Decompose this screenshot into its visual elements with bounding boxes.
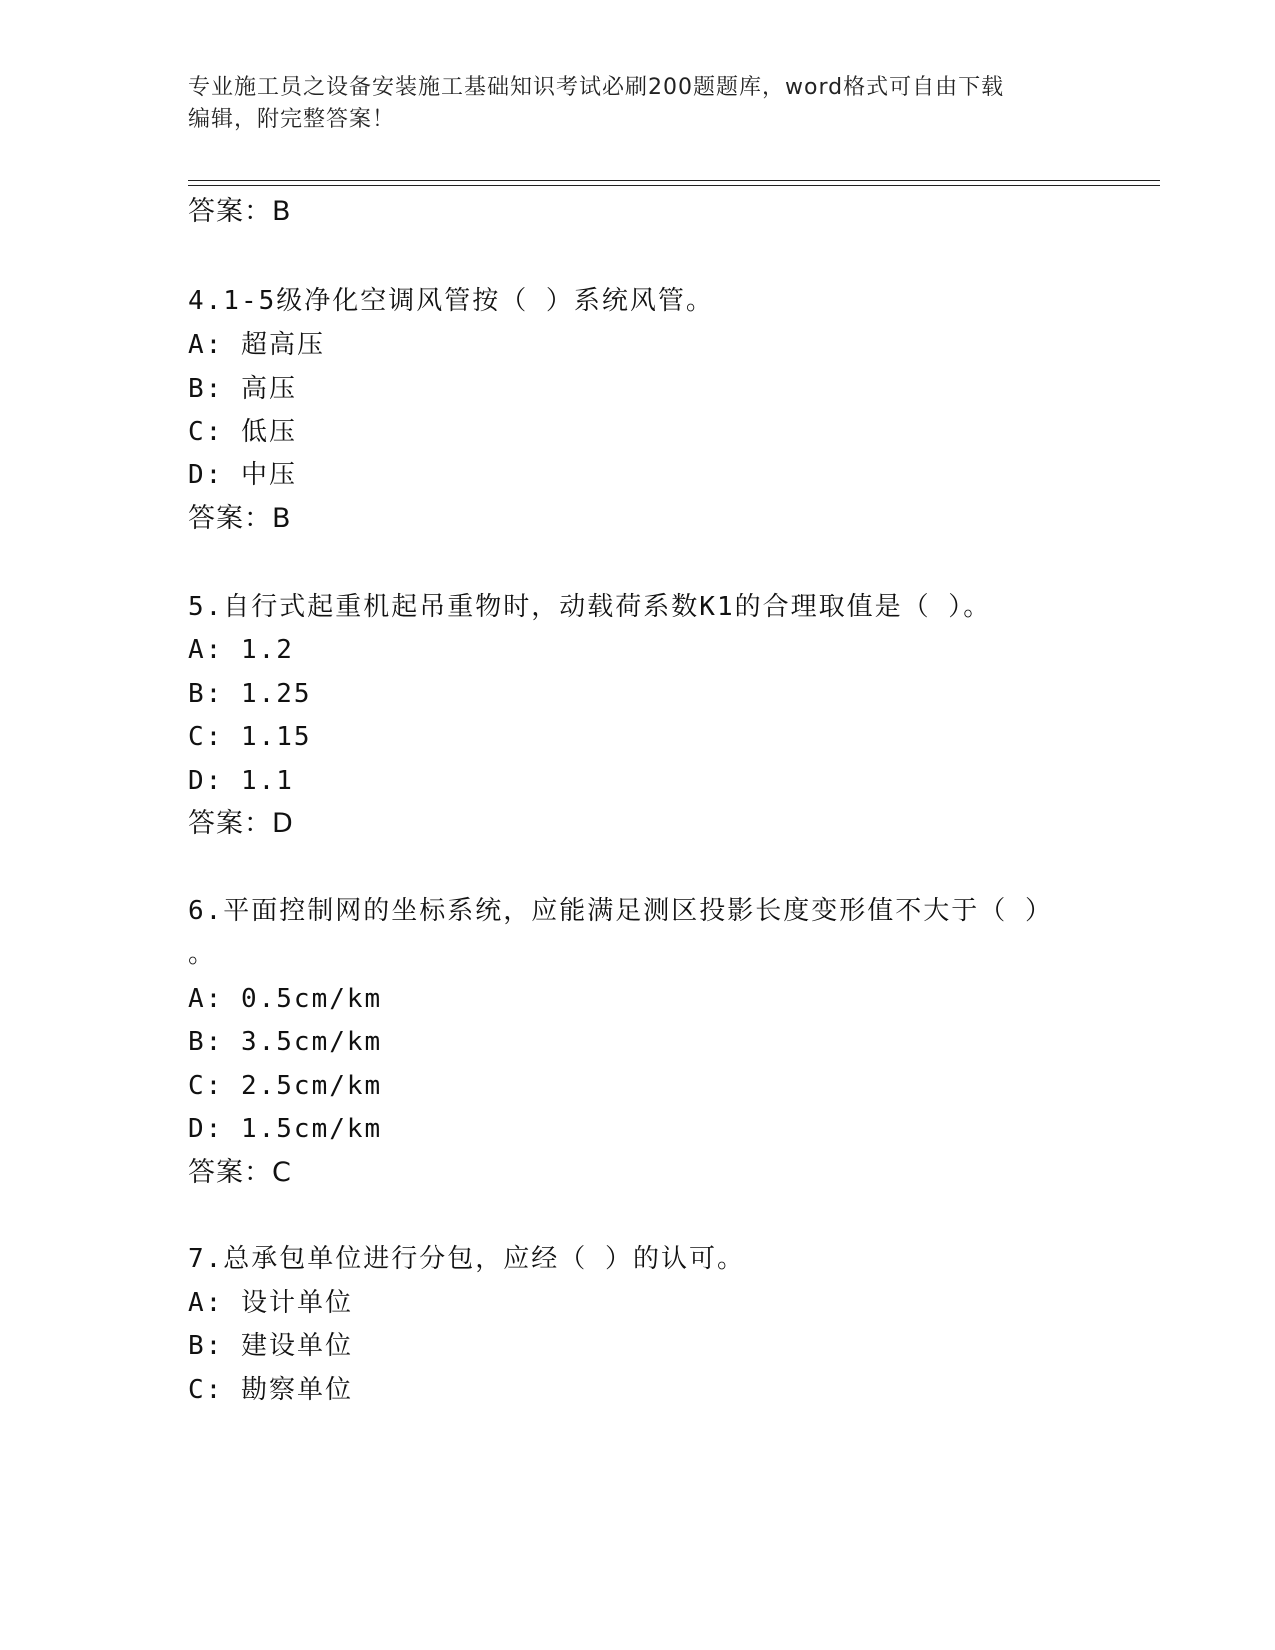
header-title-line-2: 编辑，附完整答案！ [188, 107, 396, 132]
question-7-text: 7.总承包单位进行分包，应经（ ）的认可。 [188, 1244, 745, 1274]
question-5-text: 5.自行式起重机起吊重物时，动载荷系数K1的合理取值是（ ）。 [188, 592, 992, 622]
question-5-option-a: A: 1.2 [188, 635, 294, 665]
question-4-answer: 答案：B [188, 503, 292, 534]
header-divider-top [188, 180, 1160, 181]
question-4-option-c: C: 低压 [188, 417, 297, 447]
question-5-answer: 答案：D [188, 808, 294, 839]
question-6-option-b: B: 3.5cm/km [188, 1027, 383, 1057]
question-5-option-b: B: 1.25 [188, 679, 312, 709]
question-6-answer: 答案：C [188, 1157, 292, 1188]
question-4-option-b: B: 高压 [188, 374, 297, 404]
question-7-option-b: B: 建设单位 [188, 1331, 353, 1361]
question-4-option-d: D: 中压 [188, 460, 297, 490]
question-6-option-c: C: 2.5cm/km [188, 1071, 383, 1101]
question-6-text-continuation: 。 [188, 939, 217, 969]
question-6-option-a: A: 0.5cm/km [188, 984, 383, 1014]
header-title-line-1: 专业施工员之设备安装施工基础知识考试必刷200题题库，word格式可自由下载 [188, 75, 1005, 100]
question-4-text: 4.1-5级净化空调风管按（ ）系统风管。 [188, 286, 714, 316]
question-7-option-a: A: 设计单位 [188, 1288, 353, 1318]
answer-line: 答案：B [188, 196, 292, 227]
question-4-option-a: A: 超高压 [188, 330, 325, 360]
question-7-option-c: C: 勘察单位 [188, 1375, 353, 1405]
question-6-option-d: D: 1.5cm/km [188, 1114, 383, 1144]
header-divider-bottom [188, 185, 1160, 186]
question-5-option-d: D: 1.1 [188, 766, 294, 796]
question-5-option-c: C: 1.15 [188, 722, 312, 752]
page-header [188, 72, 1088, 136]
question-6-text: 6.平面控制网的坐标系统，应能满足测区投影长度变形值不大于（ ） [188, 896, 1053, 926]
